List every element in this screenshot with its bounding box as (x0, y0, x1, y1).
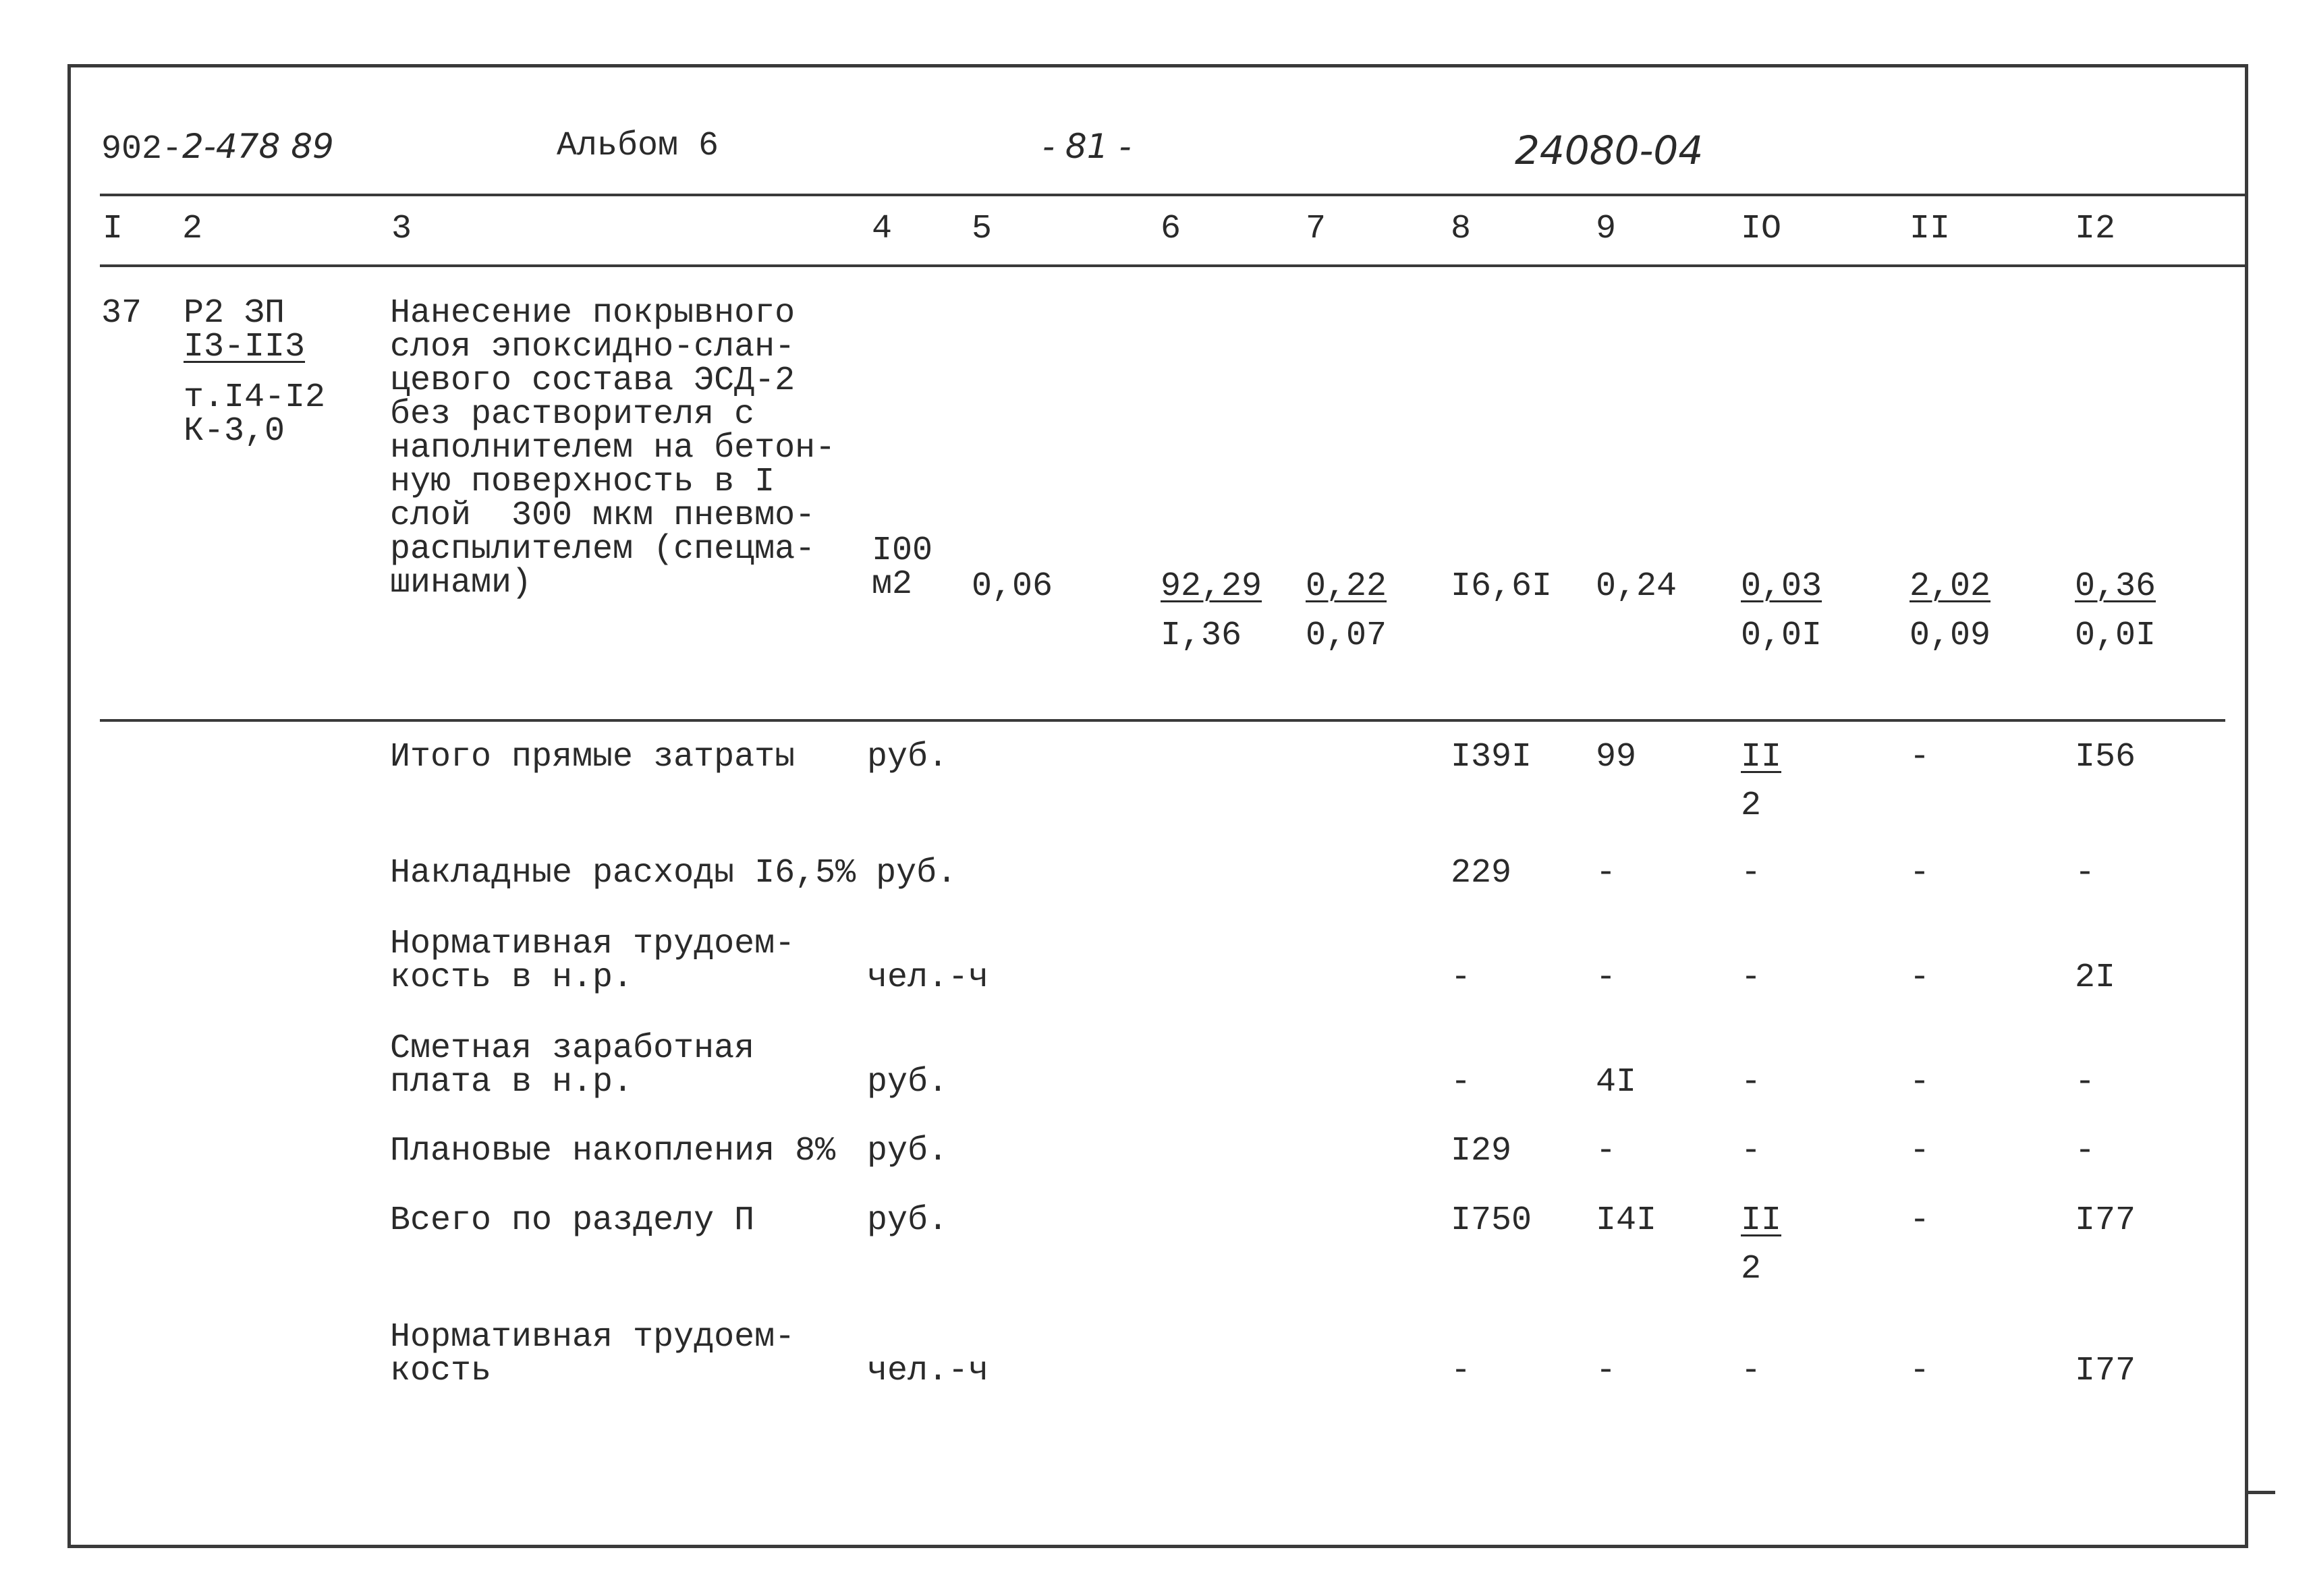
columns-rule (100, 264, 2246, 267)
item-unit-qty: I00 (872, 532, 933, 570)
col-3: 3 (391, 210, 412, 248)
doc-code: 24080-04 (1515, 127, 1704, 173)
item-c7-bottom: 0,07 (1306, 617, 1387, 655)
item-description-line: цевого состава ЭСД-2 (390, 362, 796, 400)
summary-c8: I750 (1451, 1201, 1532, 1240)
col-7: 7 (1306, 210, 1327, 248)
summary-c9: - (1596, 1352, 1617, 1390)
summary-c11: - (1910, 1352, 1930, 1390)
item-c8: I6,6I (1451, 567, 1553, 606)
summary-label: кость в н.р. (390, 959, 634, 997)
item-c11-bottom: 0,09 (1910, 617, 1991, 655)
frame-edge-mark (2248, 1491, 2275, 1494)
summary-c10: - (1741, 1352, 1762, 1390)
col-1: I (103, 210, 123, 248)
item-c11-top: 2,02 (1910, 567, 1991, 606)
summary-label: кость (390, 1352, 492, 1390)
summary-c11: - (1910, 854, 1930, 892)
summary-c10: - (1741, 959, 1762, 997)
summary-unit: чел.-ч (867, 1352, 989, 1390)
col-9: 9 (1596, 210, 1617, 248)
col-12: I2 (2075, 210, 2116, 248)
summary-c9: - (1596, 959, 1617, 997)
item-description-line: без растворителя с (390, 395, 755, 434)
item-c6-top: 92,29 (1161, 567, 1262, 606)
summary-c10-sub: 2 (1741, 1250, 1762, 1288)
item-ref-line3: т.I4-I2 (184, 378, 326, 417)
item-number: 37 (101, 294, 142, 333)
col-11: II (1910, 210, 1951, 248)
summary-c11: - (1910, 1201, 1930, 1240)
summary-c8: - (1451, 1352, 1472, 1390)
item-description-line: распылителем (спецма- (390, 530, 816, 569)
summary-c10: II (1741, 738, 1782, 776)
item-description-line: слоя эпоксидно-слан- (390, 328, 796, 366)
summary-c12: I77 (2075, 1352, 2136, 1390)
item-ref-line1: Р2 ЗП (184, 294, 285, 333)
item-description-line: шинами) (390, 564, 532, 602)
summary-c9: 4I (1596, 1063, 1637, 1102)
col-4: 4 (872, 210, 893, 248)
summary-c10-sub: 2 (1741, 787, 1762, 825)
item-description-line: Нанесение покрывного (390, 294, 796, 333)
item-c10-top: 0,03 (1741, 567, 1822, 606)
summary-unit: руб. (867, 1201, 949, 1240)
item-ref-line2: I3-II3 (184, 328, 306, 366)
summary-label: Нормативная трудоем- (390, 1318, 796, 1357)
summary-label: Нормативная трудоем- (390, 925, 796, 963)
item-unit: м2 (872, 565, 913, 604)
col-10: IO (1741, 210, 1782, 248)
doc-number: 902-2-478 89 (101, 127, 334, 169)
col-6: 6 (1161, 210, 1181, 248)
item-c7-top: 0,22 (1306, 567, 1387, 606)
summary-c12: - (2075, 1063, 2096, 1102)
item-description-line: слой 300 мкм пневмо- (390, 496, 816, 535)
summary-unit: руб. (867, 1063, 949, 1102)
summary-unit: руб. (867, 738, 949, 776)
summary-c12: - (2075, 854, 2096, 892)
summary-c10: - (1741, 1063, 1762, 1102)
summary-rule (100, 719, 2225, 722)
item-description (390, 294, 836, 602)
summary-unit: руб. (867, 1132, 949, 1170)
col-2: 2 (182, 210, 203, 248)
item-description-line: наполнителем на бетон- (390, 429, 836, 467)
summary-c8: I29 (1451, 1132, 1512, 1170)
summary-c8: I39I (1451, 738, 1532, 776)
summary-label: Сметная заработная (390, 1029, 755, 1068)
summary-c11: - (1910, 959, 1930, 997)
item-c10-bottom: 0,0I (1741, 617, 1822, 655)
summary-c10: - (1741, 1132, 1762, 1170)
summary-c9: - (1596, 1132, 1617, 1170)
summary-c9: I4I (1596, 1201, 1657, 1240)
col-5: 5 (972, 210, 993, 248)
summary-c8: - (1451, 1063, 1472, 1102)
item-c6-bottom: I,36 (1161, 617, 1242, 655)
summary-c11: - (1910, 738, 1930, 776)
summary-c12: I77 (2075, 1201, 2136, 1240)
item-c12-top: 0,36 (2075, 567, 2156, 606)
item-c12-bottom: 0,0I (2075, 617, 2156, 655)
summary-unit: чел.-ч (867, 959, 989, 997)
summary-c10: - (1741, 854, 1762, 892)
col-8: 8 (1451, 210, 1472, 248)
summary-c8: - (1451, 959, 1472, 997)
summary-c9: 99 (1596, 738, 1637, 776)
item-ref-line4: К-3,0 (184, 412, 285, 451)
summary-label: плата в н.р. (390, 1063, 634, 1102)
summary-c12: - (2075, 1132, 2096, 1170)
item-description-line: ную поверхность в I (390, 463, 775, 501)
summary-c11: - (1910, 1063, 1930, 1102)
summary-label: Итого прямые затраты (390, 738, 796, 776)
summary-c11: - (1910, 1132, 1930, 1170)
item-c5: 0,06 (972, 567, 1053, 606)
summary-label: Накладные расходы I6,5% руб. (390, 854, 957, 892)
summary-c12: 2I (2075, 959, 2116, 997)
summary-c8: 229 (1451, 854, 1512, 892)
header-rule (100, 194, 2246, 196)
page-number: - 81 - (1042, 127, 1132, 166)
summary-label: Плановые накопления 8% (390, 1132, 836, 1170)
summary-c9: - (1596, 854, 1617, 892)
item-c9: 0,24 (1596, 567, 1677, 606)
summary-c12: I56 (2075, 738, 2136, 776)
album-label: Альбом 6 (557, 127, 719, 165)
summary-c10: II (1741, 1201, 1782, 1240)
summary-label: Всего по разделу П (390, 1201, 755, 1240)
